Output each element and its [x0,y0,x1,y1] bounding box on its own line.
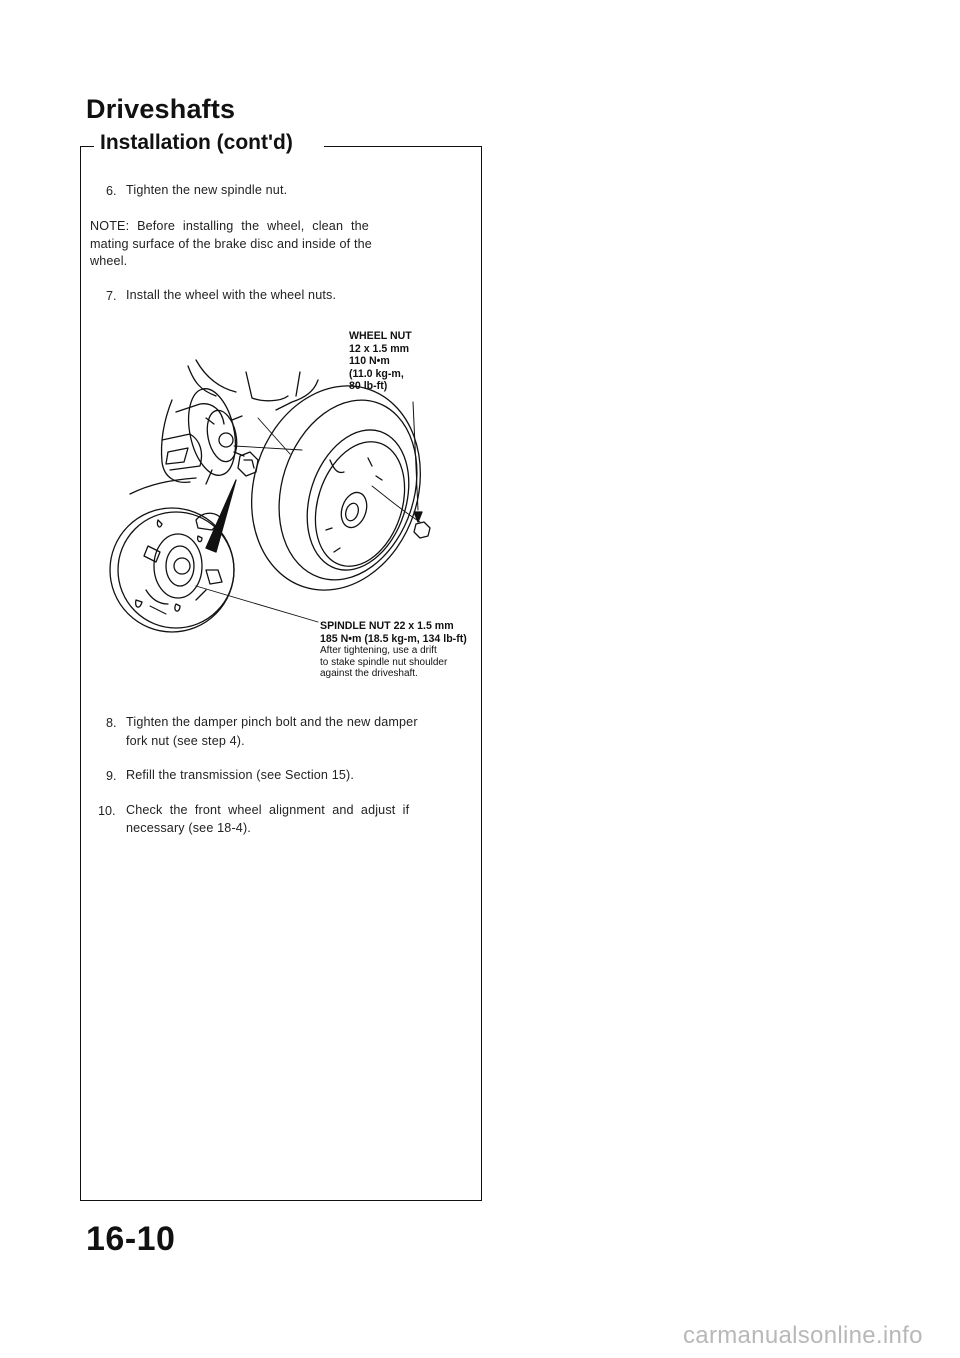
step-10-number: 10. [98,804,116,818]
note-line-1: NOTE: Before installing the wheel, clean the [90,219,369,233]
step-10-line-2: necessary (see 18-4). [126,821,251,835]
step-6-text: Tighten the new spindle nut. [126,183,288,197]
spindle-nut-note-1: After tightening, use a drift [320,645,437,656]
section-subtitle: Installation (cont'd) [100,131,293,154]
note-line-3: wheel. [90,254,128,268]
step-7-number: 7. [106,289,117,303]
step-9-text: Refill the transmission (see Section 15). [126,768,355,782]
wheel-nut-torque-nm: 110 N•m [349,355,390,367]
step-6-number: 6. [106,184,117,198]
wheel-nut-label [349,330,412,393]
step-8-number: 8. [106,716,117,730]
step-8-line-1: Tighten the damper pinch bolt and the new damper [126,715,418,729]
watermark: carmanualsonline.info [683,1322,923,1349]
spindle-nut-label [320,620,467,680]
wheel-nut-torque-lbft: 80 lb-ft) [349,380,388,392]
note-line-2: mating surface of the brake disc and inside of the [90,237,372,251]
step-7-text: Install the wheel with the wheel nuts. [126,288,337,302]
page-title: Driveshafts [86,94,236,124]
page-number: 16-10 [86,1220,176,1258]
spindle-nut-size: SPINDLE NUT 22 x 1.5 mm [320,620,454,632]
step-9-number: 9. [106,769,117,783]
step-8-line-2: fork nut (see step 4). [126,734,245,748]
wheel-nut-torque-kgm: (11.0 kg-m, [349,367,404,380]
wheel-nut-name: WHEEL NUT [349,330,412,342]
spindle-nut-torque: 185 N•m (18.5 kg-m, 134 lb-ft) [320,632,467,645]
wheel-nut-size: 12 x 1.5 mm [349,342,410,355]
step-10-line-1: Check the front wheel alignment and adjust if [126,803,410,817]
spindle-nut-note-2: to stake spindle nut shoulder [320,656,448,668]
spindle-nut-note-3: against the driveshaft. [320,668,418,679]
